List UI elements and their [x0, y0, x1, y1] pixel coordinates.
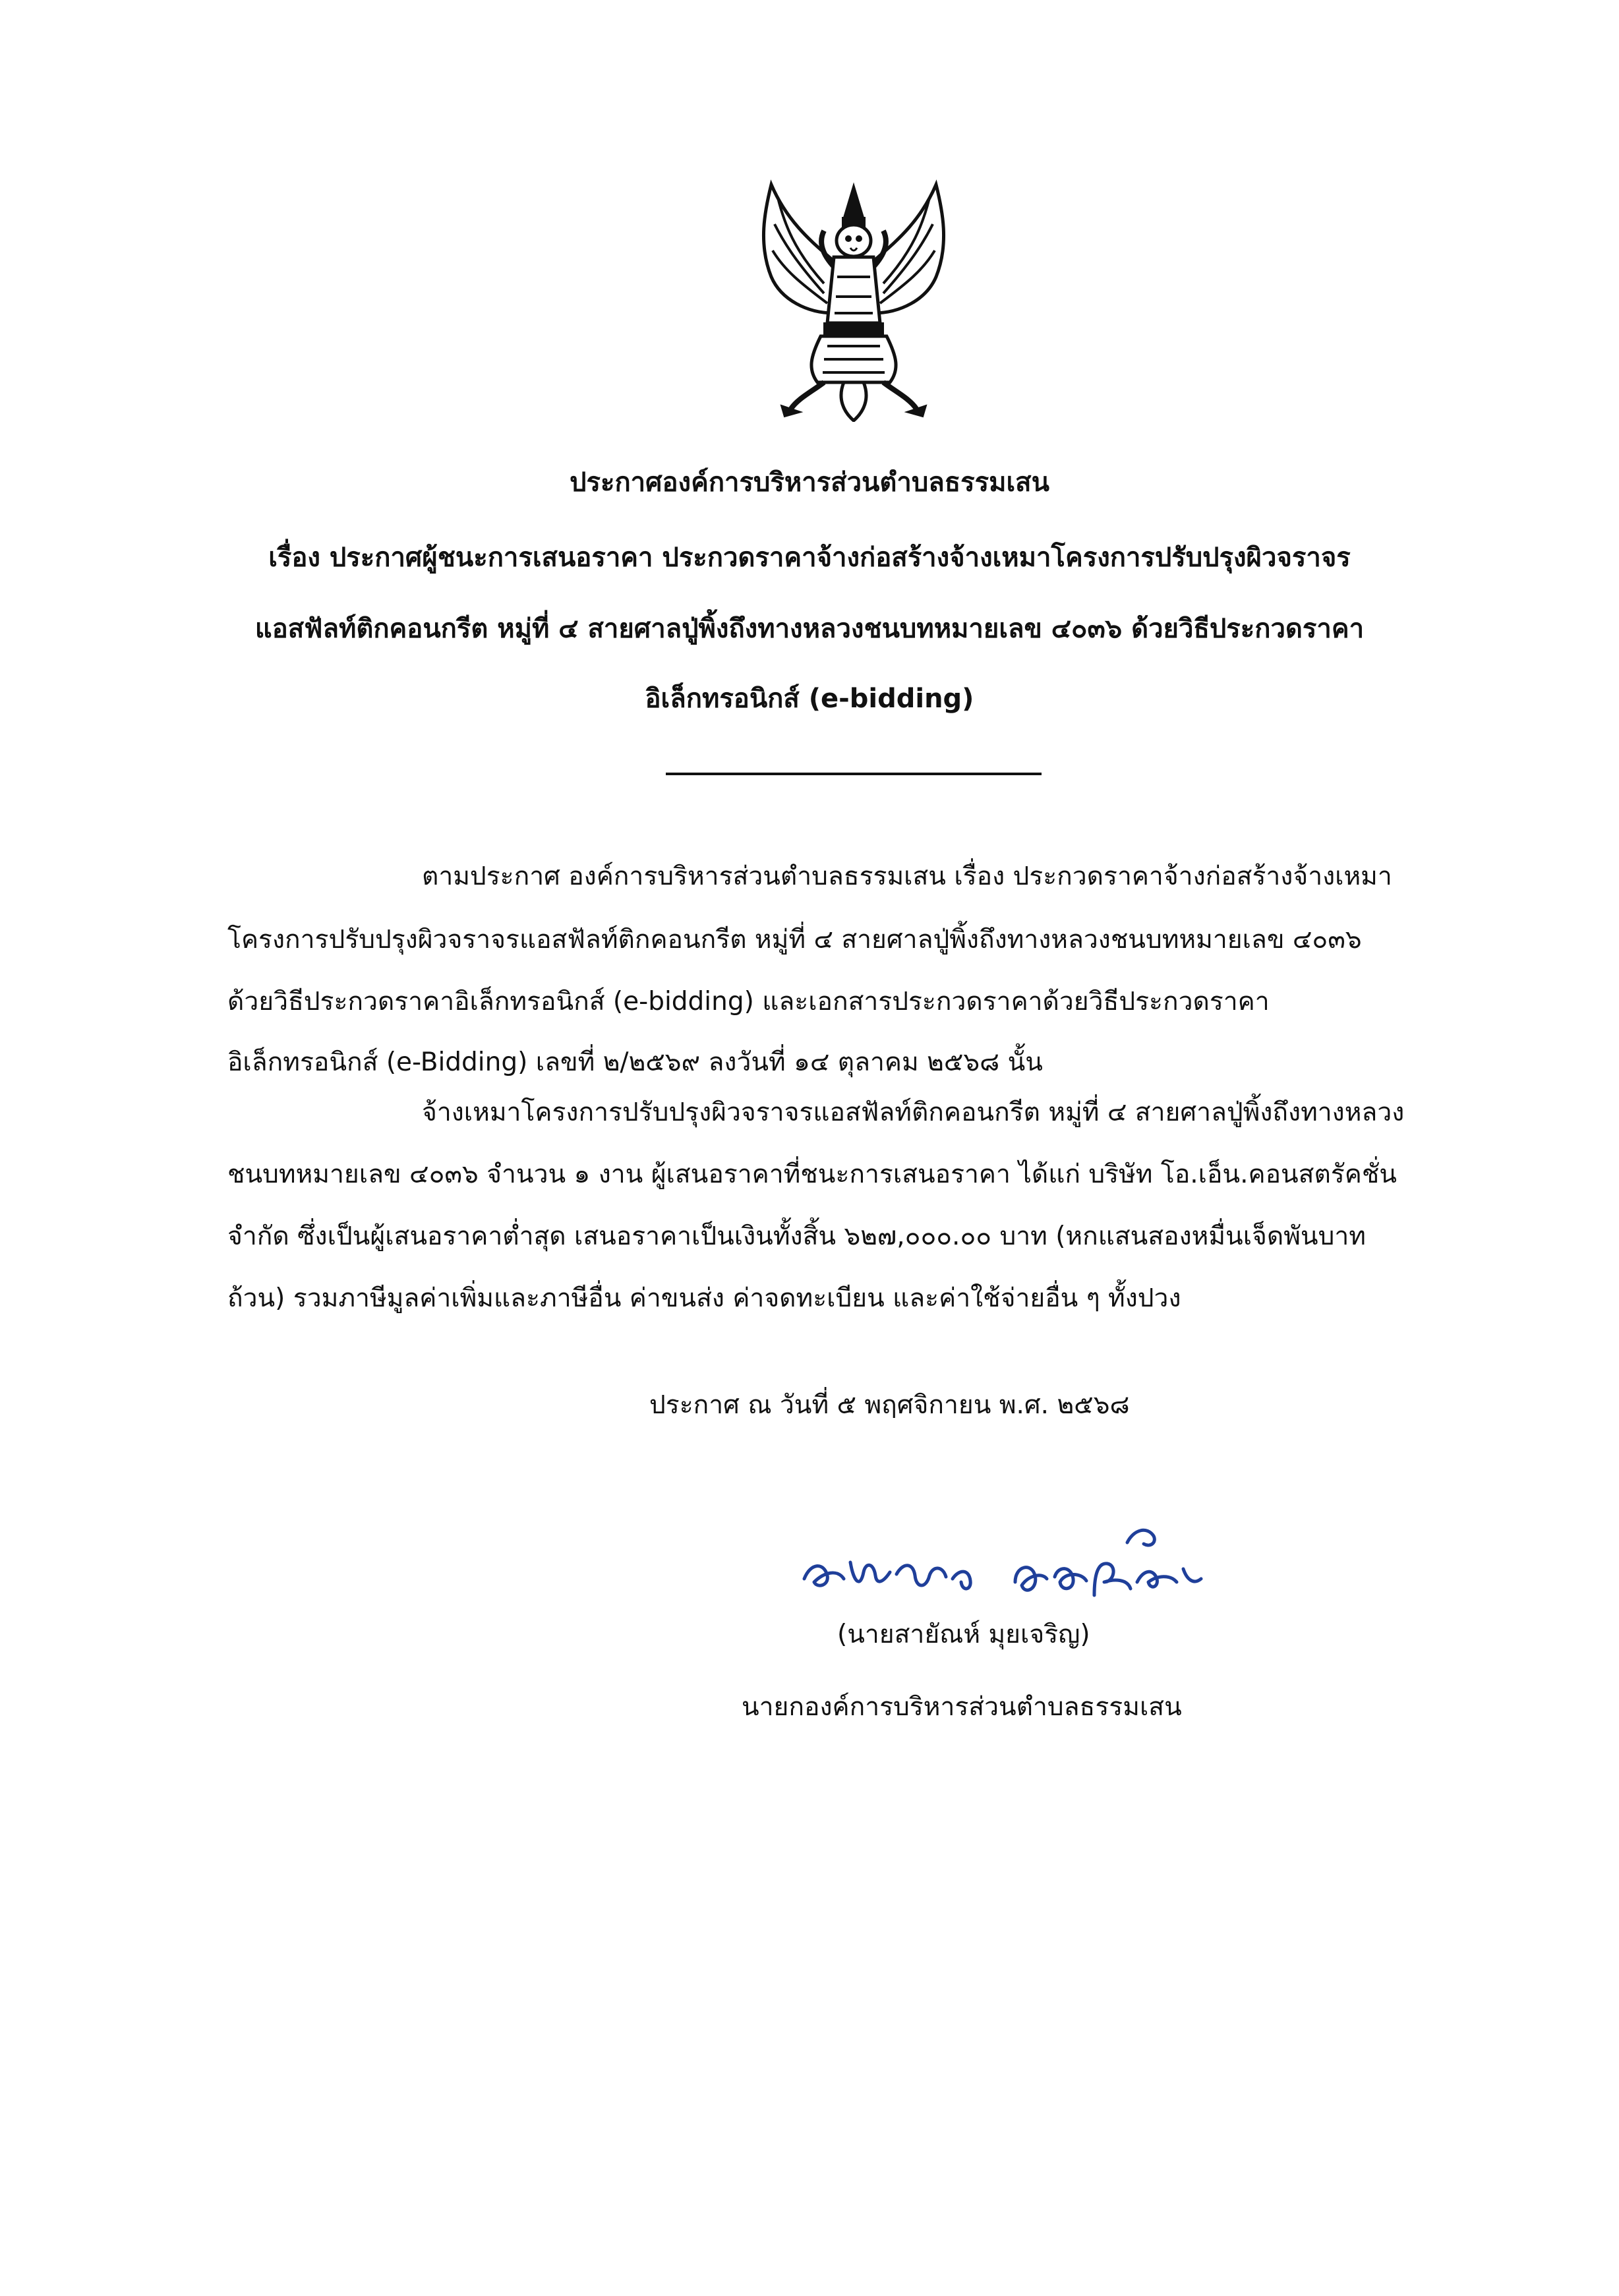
- paragraph-1-line-2: โครงการปรับปรุงผิวจราจรแอสฟัลท์ติกคอนกรีต หมู่ที่ ๔ สายศาลปู่พิ้งถึงทางหลวงชนบทหมายเลข ๔๐๓๖: [227, 925, 1362, 955]
- paragraph-1-line-1: ตามประกาศ องค์การบริหารส่วนตำบลธรรมเสน เรื่อง ประกวดราคาจ้างก่อสร้างจ้างเหมา: [422, 862, 1392, 891]
- announcement-subject-line-2: แอสฟัลท์ติกคอนกรีต หมู่ที่ ๔ สายศาลปู่พิ้งถึงทางหลวงชนบทหมายเลข ๔๐๓๖ ด้วยวิธีประกวดราคา: [254, 614, 1365, 644]
- paragraph-2-line-4: ถ้วน) รวมภาษีมูลค่าเพิ่มและภาษีอื่น ค่าขนส่ง ค่าจดทะเบียน และค่าใช้จ่ายอื่น ๆ ทั้งปวง: [227, 1283, 1181, 1313]
- garuda-emblem-icon: [745, 171, 962, 422]
- header-divider: [666, 773, 1042, 775]
- announcement-subject-line-3: อิเล็กทรอนิกส์ (e-bidding): [645, 684, 974, 714]
- paragraph-1-line-4: อิเล็กทรอนิกส์ (e-Bidding) เลขที่ ๒/๒๕๖๙ ลงวันที่ ๑๔ ตุลาคม ๒๕๖๘ นั้น: [227, 1047, 1043, 1077]
- handwritten-signature: [798, 1516, 1206, 1608]
- paragraph-2-line-2: ชนบทหมายเลข ๔๐๓๖ จำนวน ๑ งาน ผู้เสนอราคาที่ชนะการเสนอราคา ได้แก่ บริษัท โอ.เอ็น.คอนสตรัคชั่น: [227, 1160, 1397, 1189]
- announcement-subject-line-1: เรื่อง ประกาศผู้ชนะการเสนอราคา ประกวดราคาจ้างก่อสร้างจ้างเหมาโครงการปรับปรุงผิวจราจร: [268, 543, 1351, 573]
- signatory-name: (นายสายัณห์ มุยเจริญ): [837, 1620, 1090, 1649]
- paragraph-1-line-3: ด้วยวิธีประกวดราคาอิเล็กทรอนิกส์ (e-bidding) และเอกสารประกวดราคาด้วยวิธีประกวดราคา: [227, 987, 1270, 1016]
- signatory-title: นายกองค์การบริหารส่วนตำบลธรรมเสน: [742, 1692, 1182, 1722]
- paragraph-2-line-1: จ้างเหมาโครงการปรับปรุงผิวจราจรแอสฟัลท์ติกคอนกรีต หมู่ที่ ๔ สายศาลปู่พิ้งถึงทางหลวง: [422, 1098, 1405, 1127]
- announcement-title: ประกาศองค์การบริหารส่วนตำบลธรรมเสน: [570, 467, 1049, 498]
- paragraph-2-line-3: จำกัด ซึ่งเป็นผู้เสนอราคาต่ำสุด เสนอราคาเป็นเงินทั้งสิ้น ๖๒๗,๐๐๐.๐๐ บาท (หกแสนสองหมื่นเจ็ดพันบาท: [227, 1222, 1366, 1251]
- announcement-date: ประกาศ ณ วันที่ ๕ พฤศจิกายน พ.ศ. ๒๕๖๘: [649, 1390, 1130, 1420]
